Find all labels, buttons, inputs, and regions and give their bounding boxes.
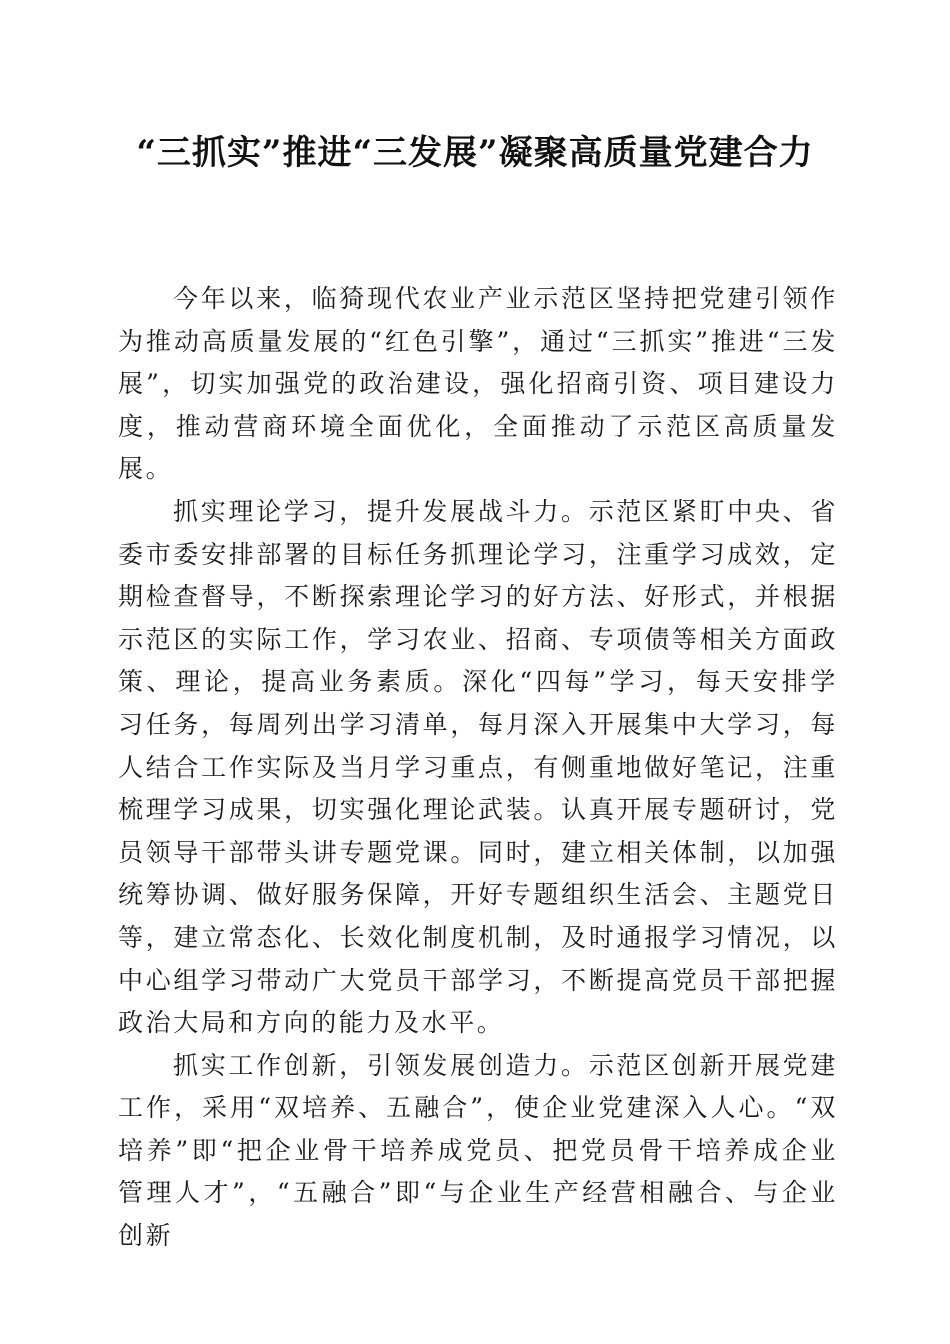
paragraph-work-innovation: 抓实工作创新，引领发展创造力。示范区创新开展党建工作，采用“双培养、五融合”，使企业党建深入人心。“双培养”即“把企业骨干培养成党员、把党员骨干培养成企业管理人才”，“五融合”即“与企业生产经营相融合、与企业创新: [118, 1050, 838, 1251]
paragraph-intro: 今年以来，临猗现代农业产业示范区坚持把党建引领作为推动高质量发展的“红色引擎”，通过“三抓实”推进“三发展”，切实加强党的政治建设，强化招商引资、项目建设力度，推动营商环境全面优化，全面推动了示范区高质量发展。: [118, 284, 838, 484]
document-body: [118, 278, 838, 1258]
paragraph-theory-study: 抓实理论学习，提升发展战斗力。示范区紧盯中央、省委市委安排部署的目标任务抓理论学习，注重学习成效，定期检查督导，不断探索理论学习的好方法、好形式，并根据示范区的实际工作，学习农业、招商、专项债等相关方面政策、理论，提高业务素质。深化“四每”学习，每天安排学习任务，每周列出学习清单，每月深入开展集中大学习，每人结合工作实际及当月学习重点，有侧重地做好笔记，注重梳理学习成果，切实强化理论武装。认真开展专题研讨，党员领导干部带头讲专题党课。同时，建立相关体制，以加强统筹协调、做好服务保障，开好专题组织生活会、主题党日等，建立常态化、长效化制度机制，及时通报学习情况，以中心组学习带动广大党员干部学习，不断提高党员干部把握政治大局和方向的能力及水平。: [118, 496, 838, 1038]
document-title: “三抓实”推进“三发展”凝聚高质量党建合力: [136, 133, 814, 173]
